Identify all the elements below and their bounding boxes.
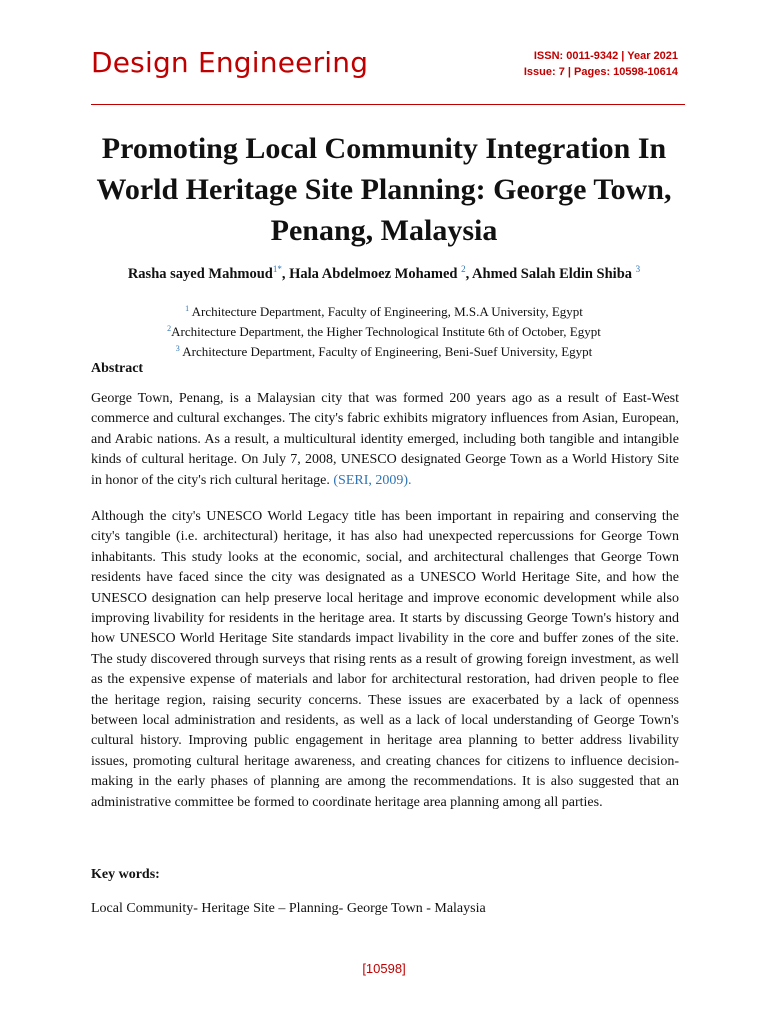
- paper-title: Promoting Local Community Integration In World Heritage Site Planning: George Town, Penang, Malaysia: [96, 132, 672, 247]
- issn-line: ISSN: 0011-9342 | Year 2021: [533, 50, 678, 62]
- affiliation-marker: 2: [167, 324, 172, 333]
- author-affiliation-marker[interactable]: 3: [635, 264, 641, 274]
- affiliation-item: [60, 302, 708, 322]
- author-separator: ,: [465, 266, 473, 282]
- header-divider: [91, 104, 685, 105]
- issn-block: [524, 48, 678, 80]
- keywords-heading: Key words:: [91, 867, 160, 882]
- abstract-paragraph-text: George Town, Penang, is a Malaysian city that was formed 200 years ago as a result of East-West commerce and cultural exchanges. The city's fabric exhibits migratory influences from Asian, European, and Arabic nations. As a result, a multicultural identity emerged, including both tangible and intangible kinds of cultural heritage. On July 7, 2008, UNESCO designated George Town as a World History Site in honor of the city's rich cultural heritage.: [91, 391, 679, 488]
- author-name: Hala Abdelmoez Mohamed: [289, 266, 462, 282]
- affiliation-item: [60, 342, 708, 362]
- author-affiliation-marker[interactable]: 1*: [272, 264, 282, 274]
- affiliation-text: Architecture Department, Faculty of Engineering, Beni-Suef University, Egypt: [179, 344, 593, 359]
- journal-title: Design Engineering: [91, 46, 369, 79]
- author-list: [60, 266, 708, 283]
- affiliation-item: [60, 322, 708, 342]
- author-affiliation-marker[interactable]: 2: [461, 264, 466, 274]
- affiliation-marker: 1: [185, 304, 190, 313]
- affiliation-text: Architecture Department, Faculty of Engineering, M.S.A University, Egypt: [189, 304, 583, 319]
- author-name: Ahmed Salah Eldin Shiba: [472, 266, 636, 282]
- page-number: [10598]: [362, 961, 406, 976]
- keywords-text: Local Community- Heritage Site – Planning- George Town - Malaysia: [91, 901, 486, 916]
- affiliation-list: [60, 302, 708, 362]
- author-name: Rasha sayed Mahmoud: [127, 266, 273, 282]
- citation-link[interactable]: (SERI, 2009).: [333, 472, 412, 488]
- issue-line: Issue: 7 | Pages: 10598-10614: [523, 66, 678, 78]
- author-separator: ,: [281, 266, 290, 282]
- affiliation-text: Architecture Department, the Higher Technological Institute 6th of October, Egypt: [171, 324, 601, 339]
- abstract-paragraph: Although the city's UNESCO World Legacy title has been important in repairing and conserving the city's tangible (i.e. architectural) heritage, it has also had unexpected repercussions for George Town inhabitants. This study looks at the economic, social, and architectural challenges that George Town residents have faced since the city was designated as a UNESCO World Heritage Site, and how the UNESCO designation can help preserve local heritage and improve economic development while also improving livability for residents in the heritage area. It starts by discussing George Town's history and how UNESCO World Heritage Site standards impact livability in the core and buffer zones of the site. The study discovered through surveys that rising rents as a result of growing foreign investment, as well as the expensive expense of materials and labor for architectural restoration, had driven people to flee the heritage region, raising security concerns. These issues are exacerbated by a lack of openness between local administration and residents, as well as a lack of local understanding of George Town's cultural history. Improving public engagement in heritage area planning to better address livability issues, promoting cultural heritage awareness, and creating chances for citizens to influence decision-making in the early phases of planning are among the recommendations. It is also suggested that an administrative committee be formed to coordinate heritage area planning among all parties.: [91, 509, 679, 810]
- abstract-paragraph: [91, 389, 679, 491]
- affiliation-marker: 3: [175, 344, 180, 353]
- abstract-heading: Abstract: [91, 361, 144, 376]
